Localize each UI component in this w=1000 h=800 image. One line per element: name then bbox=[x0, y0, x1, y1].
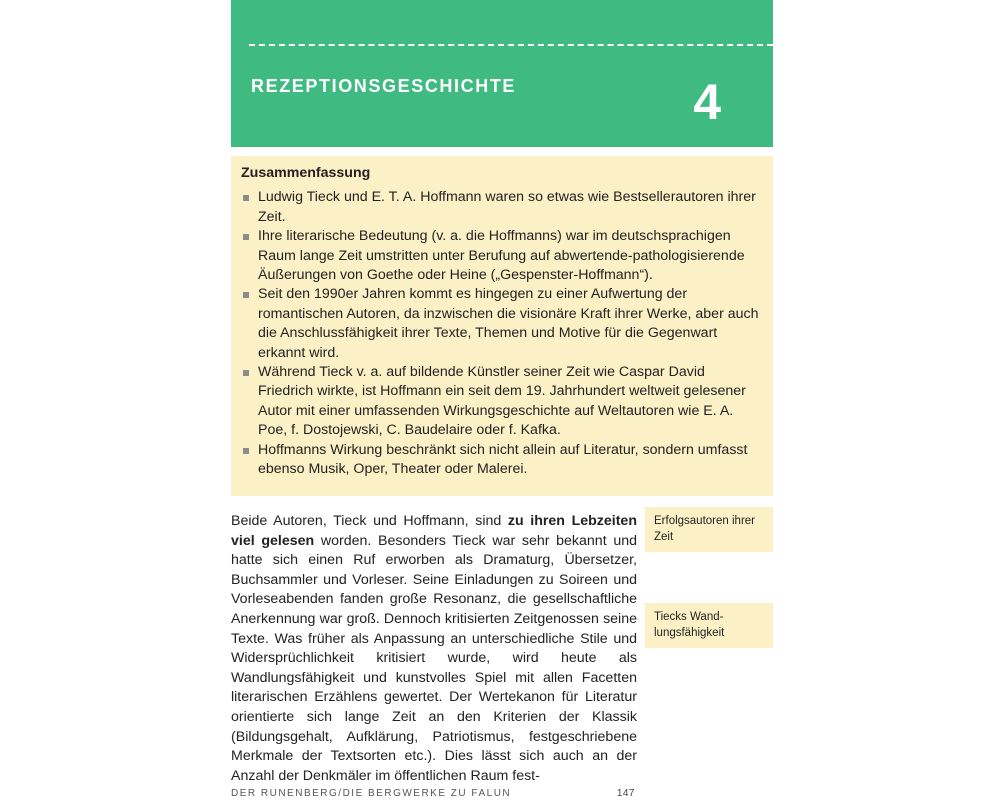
summary-item: Ihre literarische Bedeutung (v. a. die Hoffmanns) war im deutschsprachigen Raum lange Zeit umstritten unter Berufung auf abwertende-pathologisierende Äußerungen von Goethe oder Heine („Gespenster-Hoffmann“). bbox=[241, 227, 761, 285]
chapter-header bbox=[231, 0, 773, 147]
margin-note-wandlungsfaehigkeit: Tiecks Wand-lungsfähigkeit bbox=[645, 603, 773, 648]
page-footer bbox=[231, 788, 641, 799]
summary-box bbox=[231, 156, 773, 496]
body-paragraph bbox=[231, 512, 637, 786]
page-number: 147 bbox=[616, 788, 635, 799]
summary-item: Hoffmanns Wirkung beschränkt sich nicht allein auf Literatur, sondern umfasst ebenso Musik, Oper, Theater oder Malerei. bbox=[241, 441, 761, 480]
body-rest: worden. Besonders Tieck war sehr bekannt und hatte sich einen Ruf erworben als Dramaturg, Übersetzer, Buchsammler und Vorleser. Seine Einladungen zu Soireen und Vorleseabenden fanden große Resonanz, die gesellschaftliche Anerkennung war groß. Dennoch kritisierten Zeitgenossen seine Texte. Was früher als Anpassung an unterschiedliche Stile und Widersprüchlichkeit kritisiert wurde, wird heute als Wandlungsfähigkeit und kunstvolles Spiel mit allen Facetten literarischen Erzählens gewertet. Der Wertekanon für Literatur orientierte sich lange Zeit an den Kriterien der Klassik (Bildungsgehalt, Aufklärung, Patriotismus, festgeschriebene Merkmale der Textsorten etc.). Dies lässt sich auch an der Anzahl der Denkmäler im öffentlichen Raum fest- bbox=[231, 532, 637, 784]
summary-item: Während Tieck v. a. auf bildende Künstler seiner Zeit wie Caspar David Friedrich wirkte, ist Hoffmann ein seit dem 19. Jahrhundert weltweit gelesener Autor mit einer umfassenden Wirkungsgeschichte auf Weltautoren wie E. A. Poe, f. Dostojewski, C. Baudelaire oder f. Kafka. bbox=[241, 363, 761, 441]
chapter-title: REZEPTIONSGESCHICHTE bbox=[251, 76, 517, 96]
summary-item: Seit den 1990er Jahren kommt es hingegen zu einer Aufwertung der romantischen Autoren, da inzwischen die visionäre Kraft ihrer Werke, aber auch die Anschlussfähigkeit ihrer Texte, Themen und Motive für die Gegenwart erkannt wird. bbox=[241, 285, 761, 363]
body-emphasis: zu ihren Lebzeiten viel gelesen bbox=[231, 513, 637, 549]
summary-heading: Zusammenfassung bbox=[241, 165, 371, 181]
running-title: DER RUNENBERG/DIE BERGWERKE ZU FALUN bbox=[231, 788, 512, 799]
margin-note-erfolgsautoren: Erfolgsautoren ihrer Zeit bbox=[645, 507, 773, 552]
summary-list bbox=[241, 188, 761, 479]
chapter-number: 4 bbox=[693, 74, 721, 130]
body-intro: Beide Autoren, Tieck und Hoffmann, sind bbox=[231, 513, 508, 529]
dashed-divider bbox=[249, 44, 773, 46]
summary-item: Ludwig Tieck und E. T. A. Hoffmann waren so etwas wie Bestsellerautoren ihrer Zeit. bbox=[241, 188, 761, 227]
